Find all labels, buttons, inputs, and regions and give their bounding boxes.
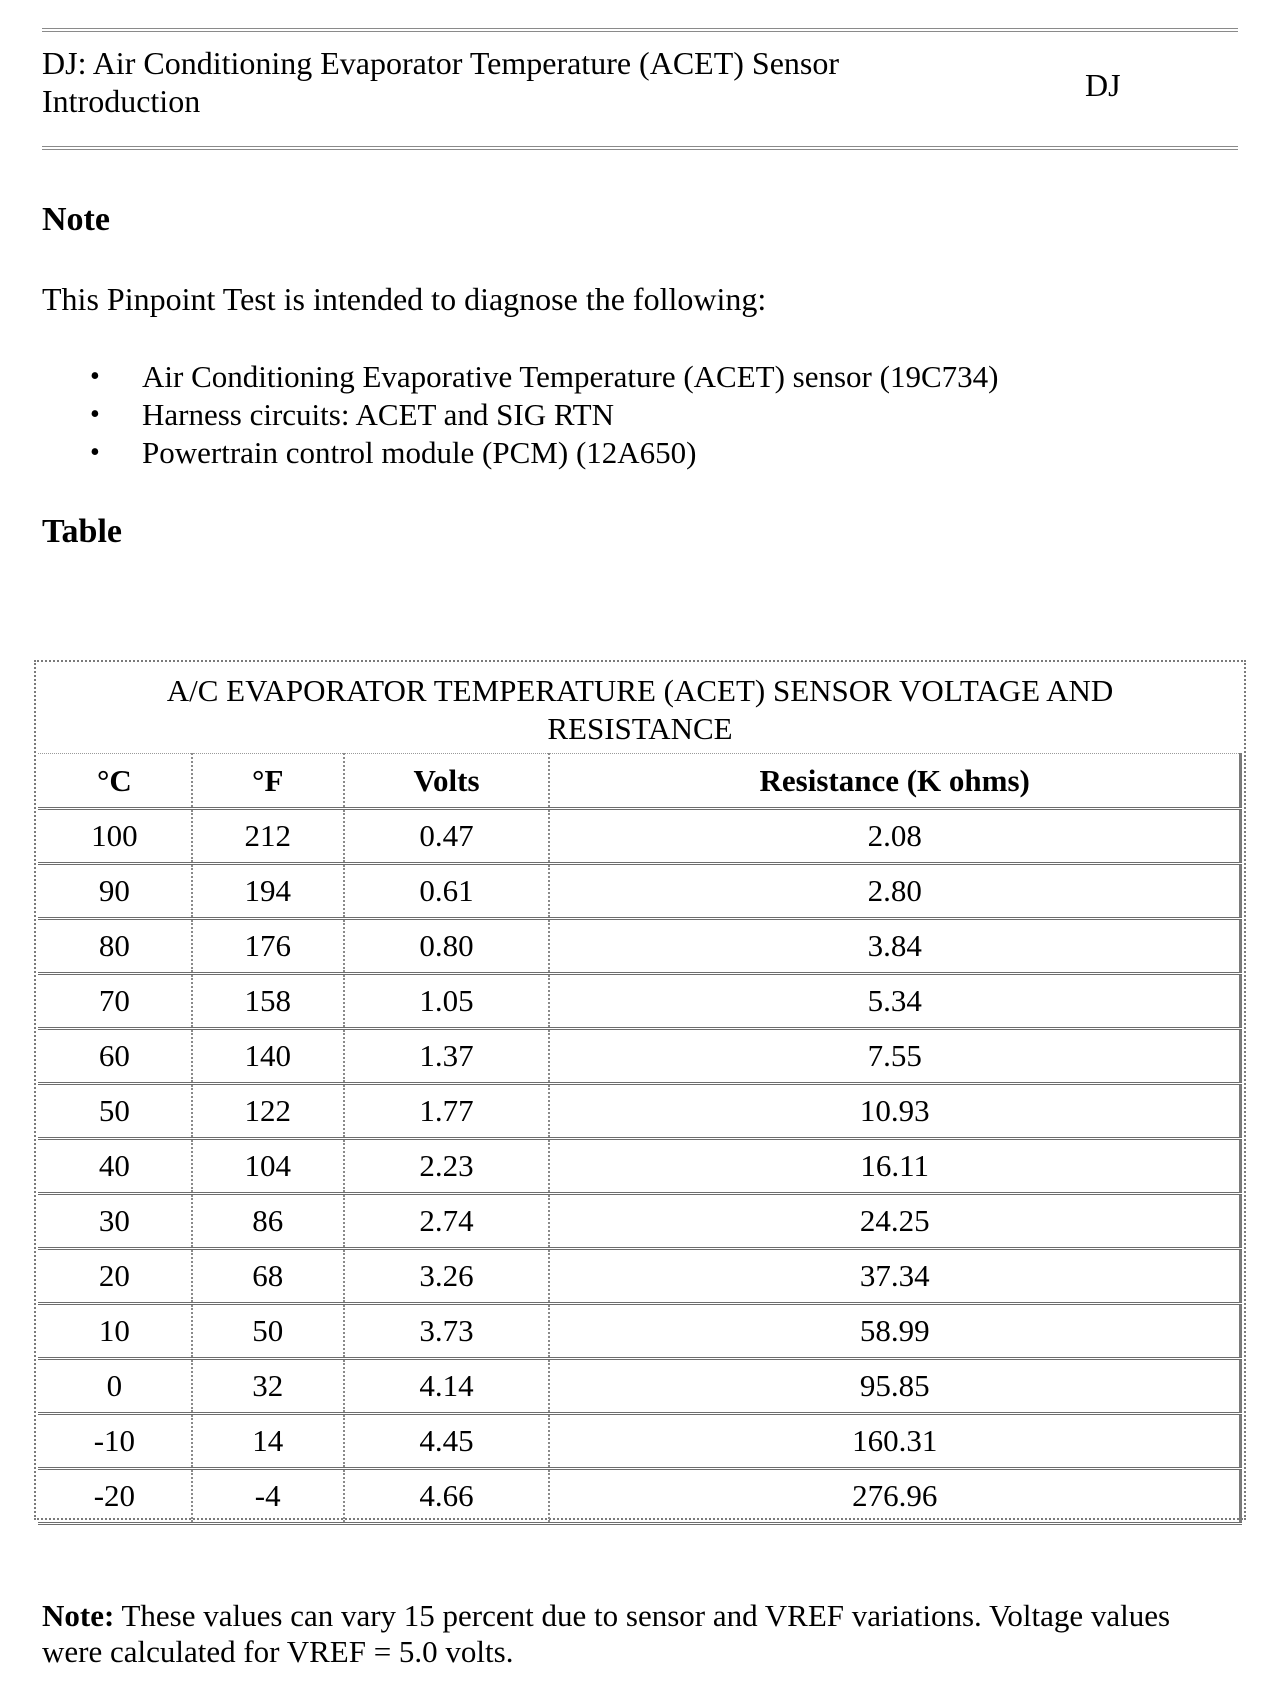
cell-fahrenheit: 50 <box>192 1304 344 1359</box>
cell-resistance: 2.80 <box>549 864 1240 919</box>
cell-celsius: 40 <box>38 1139 192 1194</box>
table-row <box>38 974 1241 1029</box>
note-heading: Note <box>42 201 110 238</box>
cell-volts: 0.80 <box>344 919 550 974</box>
cell-volts: 1.05 <box>344 974 550 1029</box>
cell-celsius: 80 <box>38 919 192 974</box>
column-header-celsius: °C <box>38 754 192 809</box>
table-row <box>38 864 1241 919</box>
cell-fahrenheit: 122 <box>192 1084 344 1139</box>
bullet-icon: • <box>90 399 100 430</box>
cell-resistance: 37.34 <box>549 1249 1240 1304</box>
table-row <box>38 1249 1241 1304</box>
page-title-line-1: DJ: Air Conditioning Evaporator Temperature (ACET) Sensor <box>42 45 840 81</box>
cell-celsius: -10 <box>38 1414 192 1469</box>
table-row <box>38 1304 1241 1359</box>
column-header-fahrenheit: °F <box>192 754 344 809</box>
page-title-line-2: Introduction <box>42 83 201 119</box>
cell-celsius: 20 <box>38 1249 192 1304</box>
cell-celsius: 50 <box>38 1084 192 1139</box>
cell-resistance: 276.96 <box>549 1469 1240 1524</box>
cell-resistance: 10.93 <box>549 1084 1240 1139</box>
footnote-label: Note: <box>42 1598 115 1633</box>
table-row <box>38 1194 1241 1249</box>
list-item-text: Powertrain control module (PCM) (12A650) <box>142 435 697 470</box>
section-code: DJ <box>1085 67 1121 103</box>
cell-celsius: 0 <box>38 1359 192 1414</box>
cell-volts: 3.73 <box>344 1304 550 1359</box>
list-item <box>90 434 998 472</box>
cell-resistance: 160.31 <box>549 1414 1240 1469</box>
header-divider <box>42 146 1238 150</box>
cell-volts: 0.61 <box>344 864 550 919</box>
cell-fahrenheit: 158 <box>192 974 344 1029</box>
column-header-volts: Volts <box>344 754 550 809</box>
cell-fahrenheit: 212 <box>192 809 344 864</box>
table-row <box>38 1139 1241 1194</box>
cell-celsius: 90 <box>38 864 192 919</box>
sensor-table-container <box>34 660 1246 1520</box>
table-caption-line-2: RESISTANCE <box>547 711 733 746</box>
cell-resistance: 2.08 <box>549 809 1240 864</box>
cell-resistance: 5.34 <box>549 974 1240 1029</box>
cell-fahrenheit: 68 <box>192 1249 344 1304</box>
cell-fahrenheit: 14 <box>192 1414 344 1469</box>
table-row <box>38 1359 1241 1414</box>
table-caption-line-1: A/C EVAPORATOR TEMPERATURE (ACET) SENSOR VOLTAGE AND <box>166 673 1114 708</box>
cell-celsius: 30 <box>38 1194 192 1249</box>
cell-volts: 1.77 <box>344 1084 550 1139</box>
table-row <box>38 1084 1241 1139</box>
bullet-icon: • <box>90 361 100 392</box>
cell-fahrenheit: 140 <box>192 1029 344 1084</box>
cell-volts: 4.66 <box>344 1469 550 1524</box>
table-header-row <box>38 754 1241 809</box>
cell-celsius: 60 <box>38 1029 192 1084</box>
cell-celsius: -20 <box>38 1469 192 1524</box>
cell-volts: 2.23 <box>344 1139 550 1194</box>
cell-fahrenheit: 86 <box>192 1194 344 1249</box>
table-row <box>38 919 1241 974</box>
cell-fahrenheit: -4 <box>192 1469 344 1524</box>
table-row <box>38 809 1241 864</box>
list-item <box>90 358 998 396</box>
table-body <box>38 809 1241 1524</box>
cell-volts: 4.14 <box>344 1359 550 1414</box>
sensor-voltage-resistance-table <box>38 753 1242 1525</box>
footnote-text: These values can vary 15 percent due to sensor and VREF variations. Voltage values were calculated for VREF = 5.0 volts. <box>42 1598 1171 1669</box>
intro-text: This Pinpoint Test is intended to diagnose the following: <box>42 281 767 317</box>
cell-fahrenheit: 104 <box>192 1139 344 1194</box>
top-divider <box>42 28 1238 32</box>
cell-volts: 1.37 <box>344 1029 550 1084</box>
cell-volts: 3.26 <box>344 1249 550 1304</box>
cell-resistance: 3.84 <box>549 919 1240 974</box>
cell-resistance: 58.99 <box>549 1304 1240 1359</box>
list-item-text: Harness circuits: ACET and SIG RTN <box>142 397 614 432</box>
diagnose-list <box>90 358 998 472</box>
cell-volts: 2.74 <box>344 1194 550 1249</box>
cell-celsius: 10 <box>38 1304 192 1359</box>
table-heading: Table <box>42 513 123 550</box>
page-title <box>42 44 942 120</box>
cell-celsius: 100 <box>38 809 192 864</box>
cell-volts: 4.45 <box>344 1414 550 1469</box>
list-item-text: Air Conditioning Evaporative Temperature (ACET) sensor (19C734) <box>142 359 999 394</box>
cell-resistance: 7.55 <box>549 1029 1240 1084</box>
column-header-resistance: Resistance (K ohms) <box>549 754 1240 809</box>
cell-resistance: 95.85 <box>549 1359 1240 1414</box>
cell-fahrenheit: 194 <box>192 864 344 919</box>
table-caption <box>36 672 1244 748</box>
footnote <box>42 1598 1222 1670</box>
cell-fahrenheit: 32 <box>192 1359 344 1414</box>
cell-celsius: 70 <box>38 974 192 1029</box>
cell-volts: 0.47 <box>344 809 550 864</box>
table-row <box>38 1029 1241 1084</box>
cell-resistance: 16.11 <box>549 1139 1240 1194</box>
cell-fahrenheit: 176 <box>192 919 344 974</box>
table-row <box>38 1414 1241 1469</box>
bullet-icon: • <box>90 437 100 468</box>
table-row <box>38 1469 1241 1524</box>
list-item <box>90 396 998 434</box>
cell-resistance: 24.25 <box>549 1194 1240 1249</box>
